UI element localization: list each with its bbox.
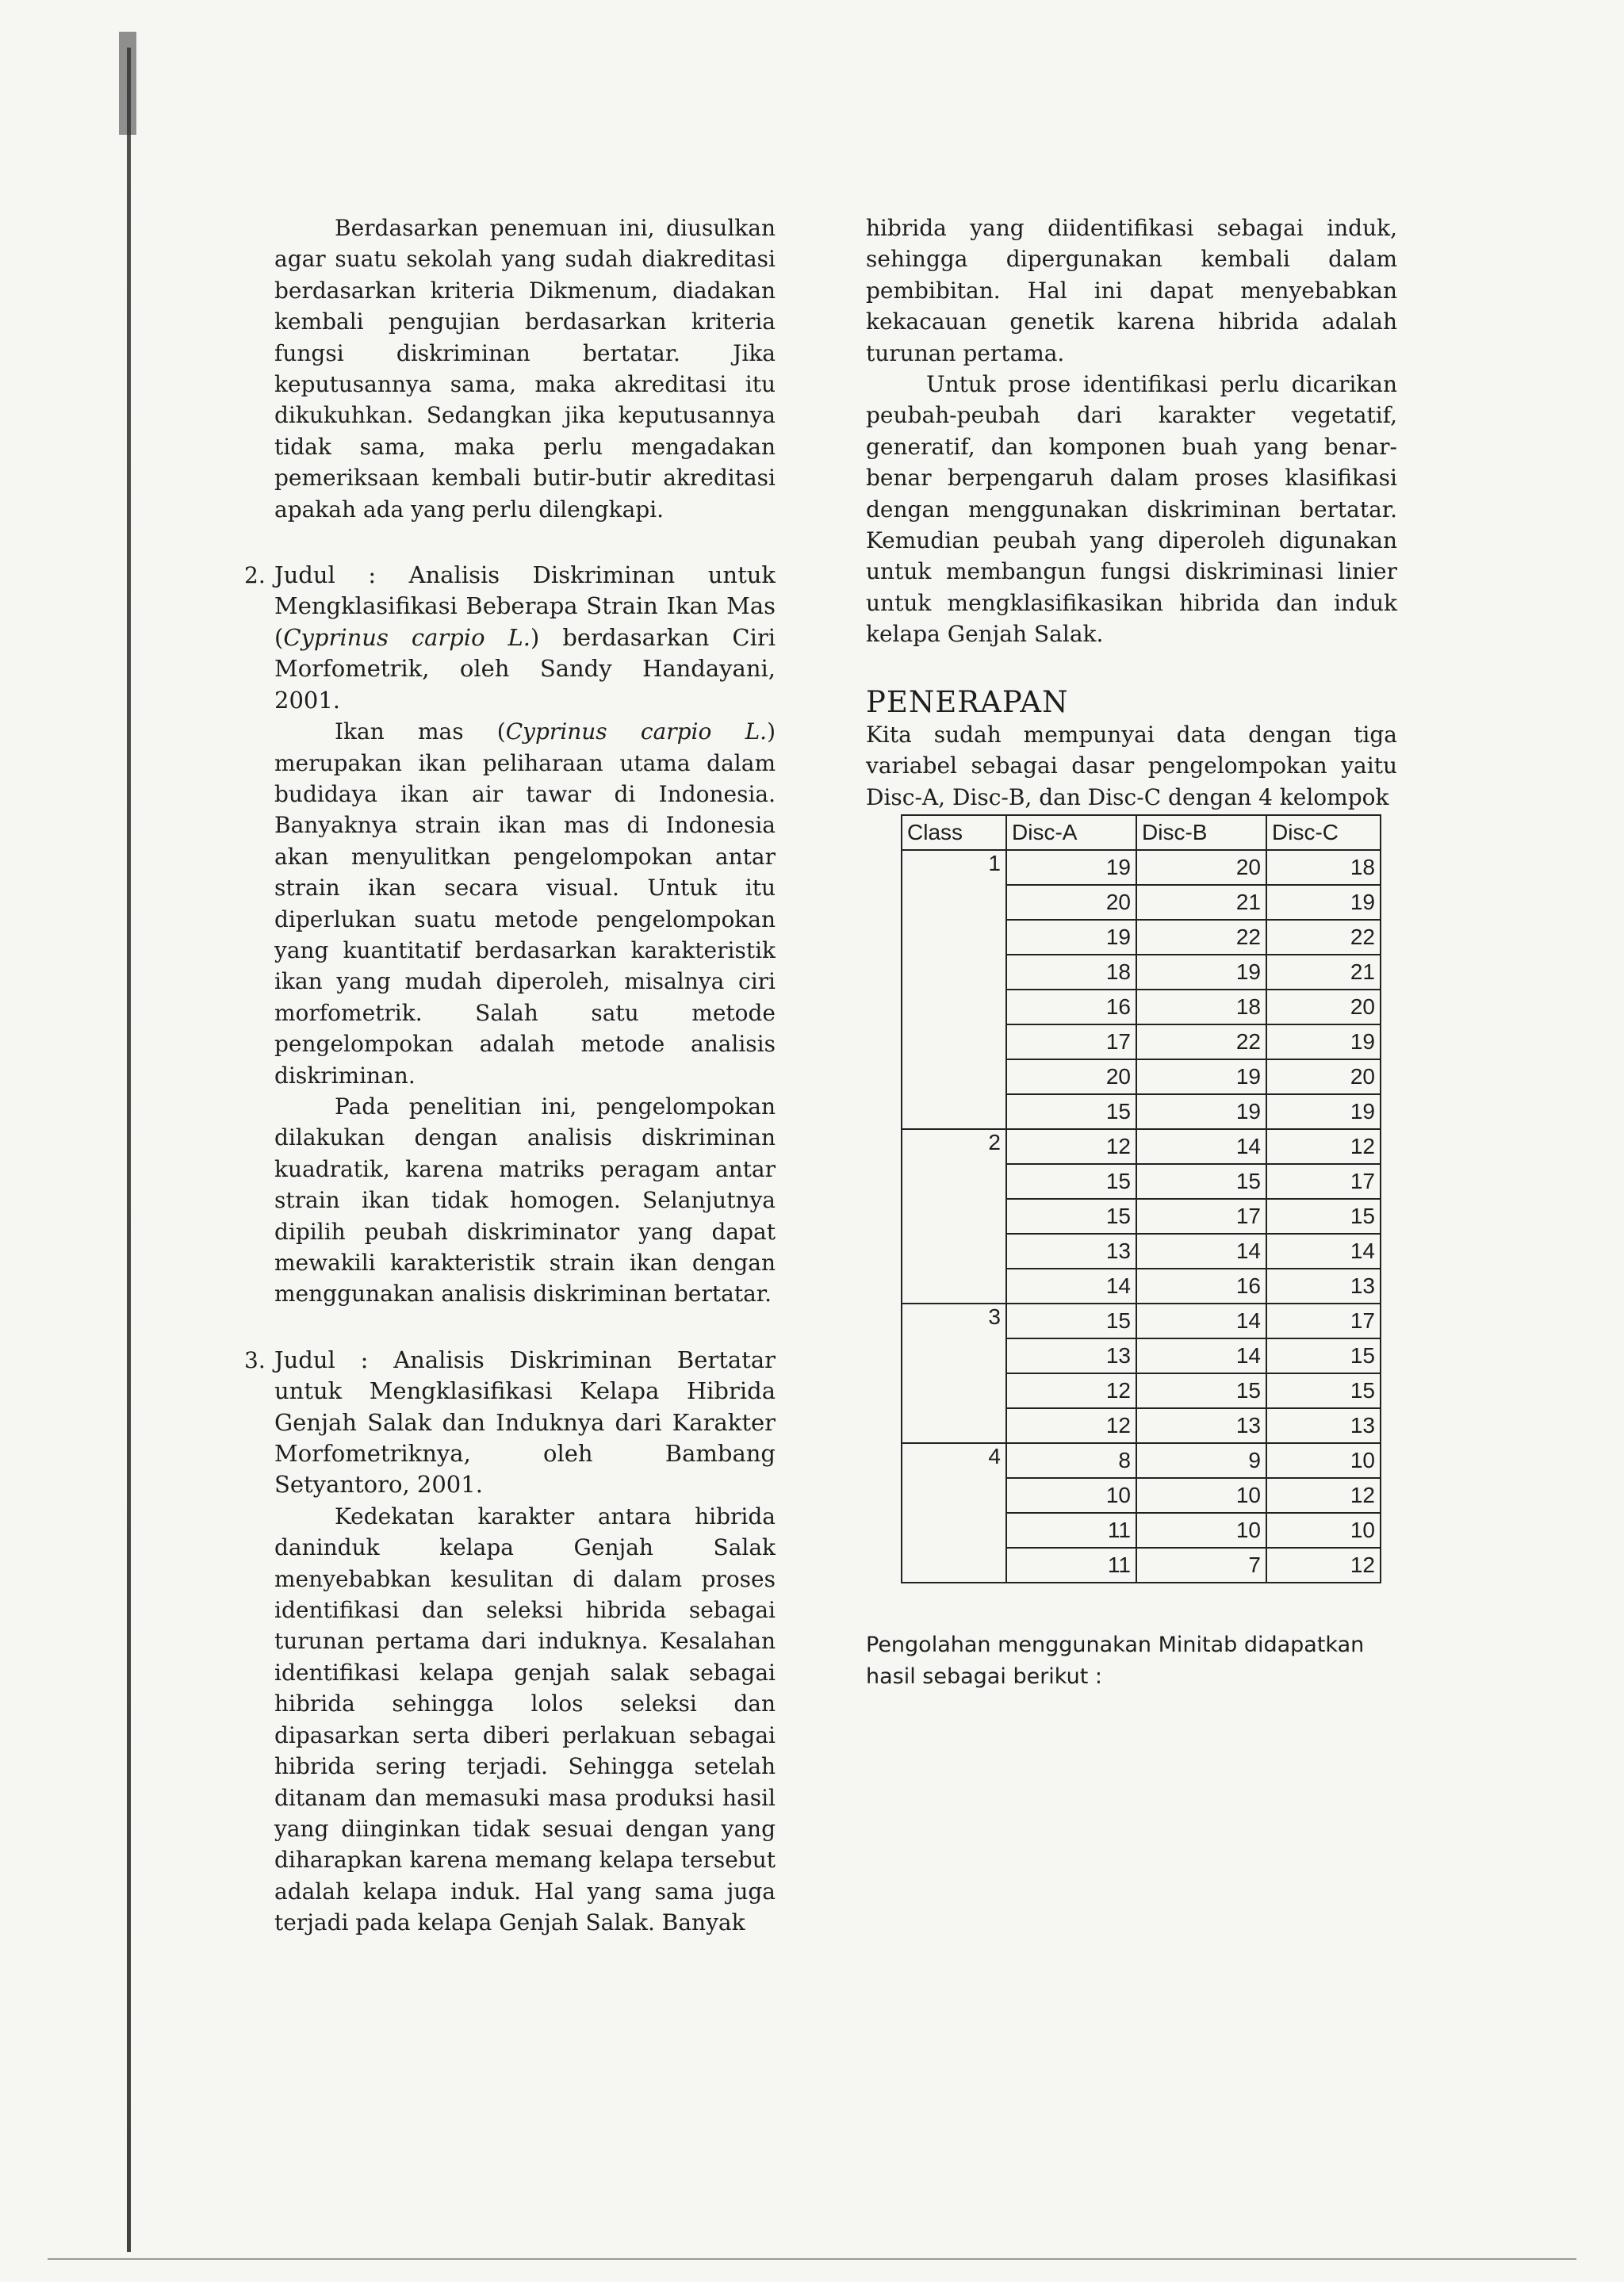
section-heading: PENERAPAN bbox=[866, 684, 1069, 719]
value-cell: 10 bbox=[1266, 1443, 1381, 1478]
value-cell: 12 bbox=[1006, 1129, 1136, 1164]
value-cell: 11 bbox=[1006, 1548, 1136, 1583]
item-2-title bbox=[274, 560, 776, 716]
value-cell: 15 bbox=[1266, 1338, 1381, 1373]
value-cell: 15 bbox=[1266, 1199, 1381, 1234]
value-cell: 15 bbox=[1006, 1304, 1136, 1338]
value-cell: 18 bbox=[1006, 955, 1136, 990]
value-cell: 8 bbox=[1006, 1443, 1136, 1478]
value-cell: 22 bbox=[1136, 920, 1266, 955]
column-header: Class bbox=[902, 815, 1006, 850]
value-cell: 12 bbox=[1006, 1408, 1136, 1443]
list-item-2 bbox=[244, 560, 776, 1310]
value-cell: 14 bbox=[1006, 1269, 1136, 1304]
table-row bbox=[902, 850, 1381, 885]
binding-edge bbox=[127, 48, 131, 2252]
value-cell: 14 bbox=[1136, 1338, 1266, 1373]
value-cell: 16 bbox=[1136, 1269, 1266, 1304]
title-text-end: ) berdasarkan Ciri Morfometrik, oleh Sandy Handayani, 2001. bbox=[274, 623, 776, 714]
page-bottom-rule bbox=[48, 2258, 1576, 2260]
value-cell: 13 bbox=[1006, 1338, 1136, 1373]
value-cell: 21 bbox=[1266, 955, 1381, 990]
right-column bbox=[866, 213, 1397, 1693]
value-cell: 11 bbox=[1006, 1513, 1136, 1548]
value-cell: 19 bbox=[1006, 920, 1136, 955]
after-table-text: Pengolahan menggunakan Minitab didapatkan hasil sebagai berikut : bbox=[866, 1632, 1365, 1689]
class-cell: 1 bbox=[902, 850, 1006, 1129]
value-cell: 15 bbox=[1006, 1199, 1136, 1234]
item-number: 3. bbox=[244, 1346, 266, 1373]
continued-paragraph: hibrida yang diidentifikasi sebagai induk, sehingga dipergunakan kembali dalam pembibitan. Hal ini dapat menyebabkan kekacauan genetik karena hibrida adalah turunan pertama. bbox=[866, 215, 1397, 366]
value-cell: 14 bbox=[1136, 1234, 1266, 1269]
value-cell: 20 bbox=[1136, 850, 1266, 885]
value-cell: 19 bbox=[1136, 955, 1266, 990]
identification-paragraph: Untuk prose identifikasi perlu dicarikan peubah-peubah dari karakter vegetatif, generatif, dan komponen buah yang benar-benar berpengaruh dalam proses klasifikasi dengan menggunakan diskriminan bertatar. Kemudian peubah yang diperoleh digunakan untuk membangun fungsi diskriminasi linier untuk mengklasifikasikan hibrida dan induk kelapa Genjah Salak. bbox=[866, 371, 1397, 648]
value-cell: 10 bbox=[1266, 1513, 1381, 1548]
value-cell: 15 bbox=[1266, 1373, 1381, 1408]
class-cell: 4 bbox=[902, 1443, 1006, 1583]
item-2-paragraph-1 bbox=[274, 716, 776, 1091]
intro-paragraph: Berdasarkan penemuan ini, diusulkan agar suatu sekolah yang sudah diakreditasi berdasarkan kriteria Dikmenum, diadakan kembali pengujian berdasarkan kriteria fungsi diskriminan bertatar. Jika keputusannya sama, maka akreditasi itu dikukuhkan. Sedangkan jika keputusannya tidak sama, maka perlu mengadakan pemeriksaan kembali butir-butir akreditasi apakah ada yang perlu dilengkapi. bbox=[274, 215, 776, 523]
value-cell: 17 bbox=[1266, 1164, 1381, 1199]
paragraph-text-end: ) merupakan ikan peliharaan utama dalam budidaya ikan air tawar di Indonesia. Banyaknya strain ikan mas di Indonesia akan menyulitkan pengelompokan antar strain ikan secara visual. Untuk itu diperlukan suatu metode pengelompokan yang kuantitatif berdasarkan karakteristik ikan yang mudah diperoleh, misalnya ciri morfometrik. Salah satu metode pengelompokan adalah metode analisis diskriminan. bbox=[274, 718, 776, 1089]
value-cell: 20 bbox=[1266, 990, 1381, 1024]
column-header: Disc-A bbox=[1006, 815, 1136, 850]
value-cell: 21 bbox=[1136, 885, 1266, 920]
table-header-row bbox=[902, 815, 1381, 850]
value-cell: 19 bbox=[1266, 1024, 1381, 1059]
table-body bbox=[902, 850, 1381, 1583]
value-cell: 17 bbox=[1136, 1199, 1266, 1234]
value-cell: 19 bbox=[1136, 1059, 1266, 1094]
value-cell: 22 bbox=[1266, 920, 1381, 955]
value-cell: 18 bbox=[1266, 850, 1381, 885]
value-cell: 20 bbox=[1006, 1059, 1136, 1094]
paragraph-text: Ikan mas ( bbox=[335, 718, 506, 745]
value-cell: 14 bbox=[1136, 1304, 1266, 1338]
value-cell: 13 bbox=[1266, 1269, 1381, 1304]
value-cell: 19 bbox=[1136, 1094, 1266, 1129]
species-name: Cyprinus carpio L. bbox=[505, 718, 768, 745]
value-cell: 16 bbox=[1006, 990, 1136, 1024]
value-cell: 14 bbox=[1266, 1234, 1381, 1269]
value-cell: 19 bbox=[1266, 1094, 1381, 1129]
value-cell: 17 bbox=[1266, 1304, 1381, 1338]
left-column bbox=[244, 213, 776, 1939]
value-cell: 18 bbox=[1136, 990, 1266, 1024]
table-row bbox=[902, 1304, 1381, 1338]
value-cell: 10 bbox=[1136, 1513, 1266, 1548]
species-name: Cyprinus carpio L. bbox=[283, 623, 531, 651]
list-item-3 bbox=[244, 1345, 776, 1939]
table-row bbox=[902, 1129, 1381, 1164]
value-cell: 10 bbox=[1006, 1478, 1136, 1513]
value-cell: 15 bbox=[1136, 1164, 1266, 1199]
value-cell: 19 bbox=[1006, 850, 1136, 885]
data-table bbox=[901, 814, 1381, 1583]
value-cell: 10 bbox=[1136, 1478, 1266, 1513]
title-text: Judul : Analisis Diskriminan untuk Mengklasifikasi Beberapa Strain Ikan Mas ( bbox=[274, 561, 776, 651]
value-cell: 17 bbox=[1006, 1024, 1136, 1059]
value-cell: 15 bbox=[1006, 1094, 1136, 1129]
column-header: Disc-B bbox=[1136, 815, 1266, 850]
value-cell: 15 bbox=[1136, 1373, 1266, 1408]
value-cell: 13 bbox=[1006, 1234, 1136, 1269]
value-cell: 12 bbox=[1266, 1129, 1381, 1164]
value-cell: 19 bbox=[1266, 885, 1381, 920]
value-cell: 22 bbox=[1136, 1024, 1266, 1059]
value-cell: 12 bbox=[1266, 1548, 1381, 1583]
item-3-title: Judul : Analisis Diskriminan Bertatar untuk Mengklasifikasi Kelapa Hibrida Genjah Salak dan Induknya dari Karakter Morfometriknya, oleh Bambang Setyantoro, 2001. bbox=[274, 1346, 776, 1499]
value-cell: 13 bbox=[1136, 1408, 1266, 1443]
value-cell: 20 bbox=[1266, 1059, 1381, 1094]
table-row bbox=[902, 1443, 1381, 1478]
value-cell: 13 bbox=[1266, 1408, 1381, 1443]
value-cell: 7 bbox=[1136, 1548, 1266, 1583]
value-cell: 14 bbox=[1136, 1129, 1266, 1164]
value-cell: 9 bbox=[1136, 1443, 1266, 1478]
item-number: 2. bbox=[244, 562, 266, 589]
value-cell: 12 bbox=[1266, 1478, 1381, 1513]
class-cell: 3 bbox=[902, 1304, 1006, 1443]
value-cell: 15 bbox=[1006, 1164, 1136, 1199]
item-3-paragraph-1: Kedekatan karakter antara hibrida daninduk kelapa Genjah Salak menyebabkan kesulitan di dalam proses identifikasi dan seleksi hibrida sebagai turunan pertama dari induknya. Kesalahan identifikasi kelapa genjah salak sebagai hibrida sehingga lolos seleksi dan dipasarkan serta diberi perlakuan sebagai hibrida sering terjadi. Sehingga setelah ditanam dan memasuki masa produksi hasil yang diinginkan tidak sesuai dengan yang diharapkan karena memang kelapa tersebut adalah kelapa induk. Hal yang sama juga terjadi pada kelapa Genjah Salak. Banyak bbox=[274, 1503, 776, 1936]
value-cell: 20 bbox=[1006, 885, 1136, 920]
value-cell: 12 bbox=[1006, 1373, 1136, 1408]
column-header: Disc-C bbox=[1266, 815, 1381, 850]
item-2-paragraph-2: Pada penelitian ini, pengelompokan dilakukan dengan analisis diskriminan kuadratik, karena matriks peragam antar strain ikan tidak homogen. Selanjutnya dipilih peubah diskriminator yang dapat mewakili karakteristik strain ikan dengan menggunakan analisis diskriminan bertatar. bbox=[274, 1093, 776, 1308]
class-cell: 2 bbox=[902, 1129, 1006, 1304]
section-intro: Kita sudah mempunyai data dengan tiga variabel sebagai dasar pengelompokan yaitu Disc-A, Disc-B, dan Disc-C dengan 4 kelompok bbox=[866, 721, 1397, 810]
